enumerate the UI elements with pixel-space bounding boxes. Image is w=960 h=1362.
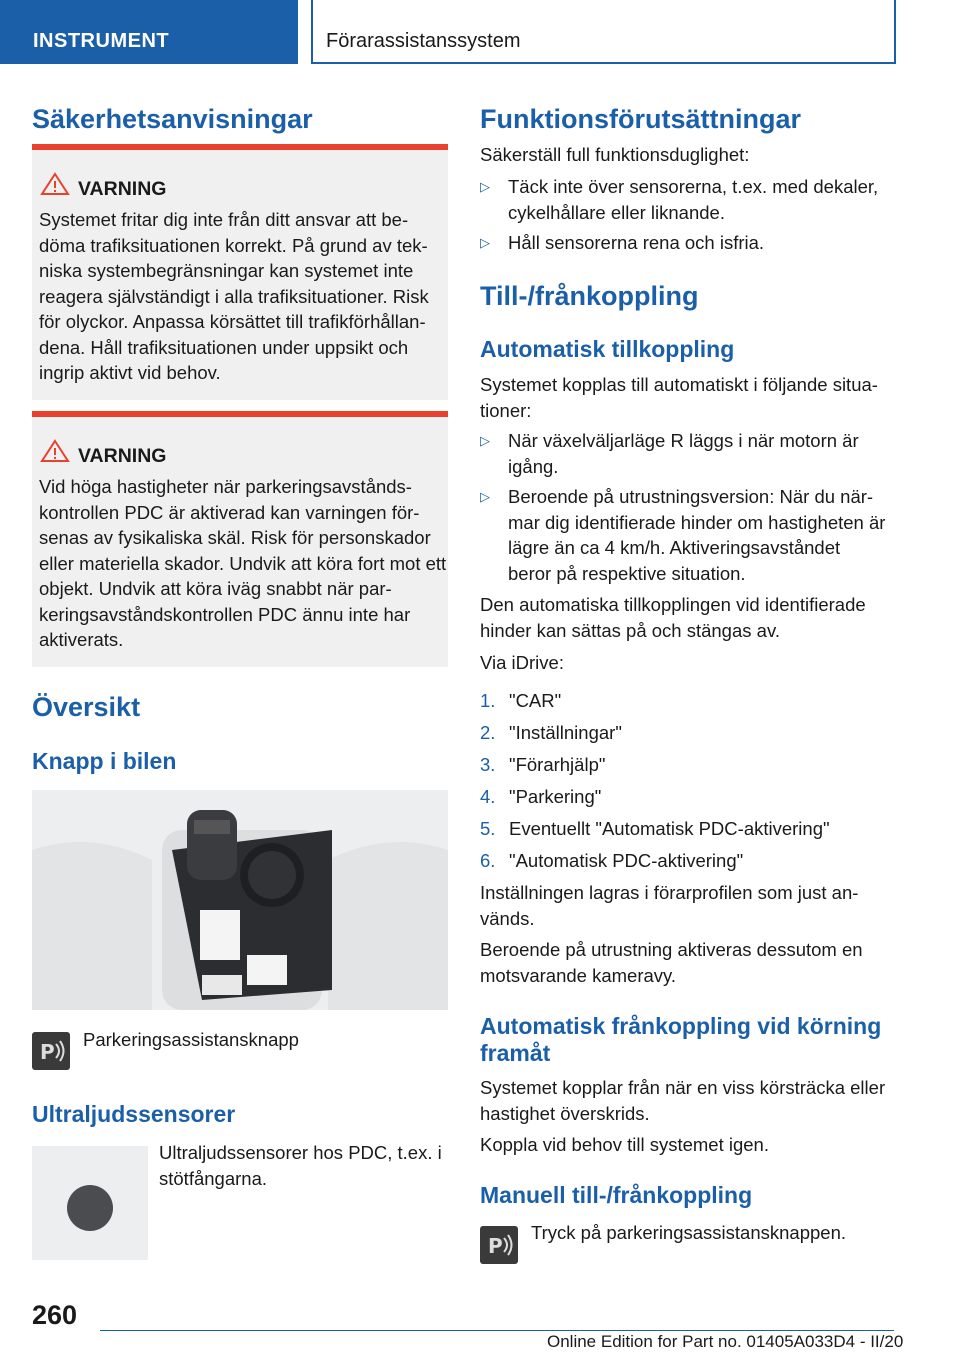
bullet-icon: ▷ [480, 235, 490, 250]
chapter-tab [0, 0, 298, 64]
edition-text: Online Edition for Part no. 01405A033D4 - II/20 [547, 1332, 904, 1351]
page-number: 260 [32, 1300, 78, 1330]
warning-box-2 [32, 411, 448, 667]
sensor-image [32, 1146, 148, 1260]
warning-label: VARNING [78, 178, 167, 200]
func-heading: Funktionsförutsättningar [480, 104, 801, 134]
warning-box-1 [32, 144, 448, 400]
header-divider-right [894, 0, 896, 64]
bullet-icon: ▷ [480, 489, 490, 504]
manual-subheading: Manuell till-/frånkoppling [480, 1182, 753, 1208]
camera-note: Beroende på utrustning aktiveras dessutom en motsvarande kameravy. [480, 939, 863, 986]
parking-assist-icon [32, 1032, 70, 1070]
sensors-subheading: Ultraljudssensorer [32, 1101, 236, 1127]
header-divider [311, 0, 313, 64]
bullet-icon: ▷ [480, 179, 490, 194]
onoff-heading: Till-/frånkoppling [480, 281, 699, 311]
auto-off-subheading: Automatisk frånkoppling vid körning framåt [480, 1013, 882, 1066]
saved-note: Inställningen lagras i förarprofilen som just an-vänds. [480, 882, 859, 929]
svg-text:P: P [488, 1234, 503, 1258]
auto-on-subheading: Automatisk tillkoppling [480, 336, 735, 362]
header-rule [311, 62, 896, 64]
parking-assist-icon [480, 1226, 518, 1264]
auto-off-text: Systemet kopplar från när en viss körsträcka eller hastighet överskrids. [480, 1077, 886, 1124]
auto-off-note: Koppla vid behov till systemet igen. [480, 1134, 769, 1155]
svg-text:P: P [40, 1040, 55, 1064]
footer-rule [100, 1330, 894, 1331]
section-label: Förarassistanssystem [326, 30, 521, 52]
func-intro: Säkerställ full funktionsduglighet: [480, 144, 750, 165]
warning-text: Systemet fritar dig inte från ditt ansvar att be-döma trafiksituationen korrekt. På grund av tek-niska systembegränsningar kan systemet inte reagera självständigt i alla trafiksituationer. Risk för olyckor. Anpassa körsättet till trafikförhållan-dena. Håll trafiksituationen under uppsikt och ingrip aktivt vid behov. [39, 209, 429, 383]
button-subheading: Knapp i bilen [32, 748, 177, 774]
auto-on-intro: Systemet kopplas till automatiskt i följande situa-tioner: [480, 374, 878, 421]
via-label: Via iDrive: [480, 652, 564, 673]
bullet-icon: ▷ [480, 433, 490, 448]
sensors-text: Ultraljudssensorer hos PDC, t.ex. i stötfångarna. [159, 1142, 442, 1189]
manual-text: Tryck på parkeringsassistansknappen. [531, 1222, 846, 1243]
warning-triangle-icon [40, 439, 70, 463]
chapter-label: INSTRUMENT [33, 30, 170, 52]
warning-text: Vid höga hastigheter när parkeringsavstånds-kontrollen PDC är aktiverad kan varningen för-senas av fysikaliska skäl. Risk för personskador eller materiella skador. Undvik att köra fort mot ett objekt. Undvik att köra iväg snabbt när par-keringsavståndskontrollen PDC ännu inte har aktiverats. [39, 476, 447, 650]
button-caption: Parkeringsassistansknapp [83, 1029, 299, 1050]
warning-label: VARNING [78, 445, 167, 467]
center-console-image [32, 790, 448, 1010]
safety-heading: Säkerhetsanvisningar [32, 104, 313, 134]
overview-heading: Översikt [32, 692, 141, 722]
warning-triangle-icon [40, 172, 70, 196]
auto-on-note: Den automatiska tillkopplingen vid identifierade hinder kan sättas på och stängas av. [480, 594, 866, 641]
